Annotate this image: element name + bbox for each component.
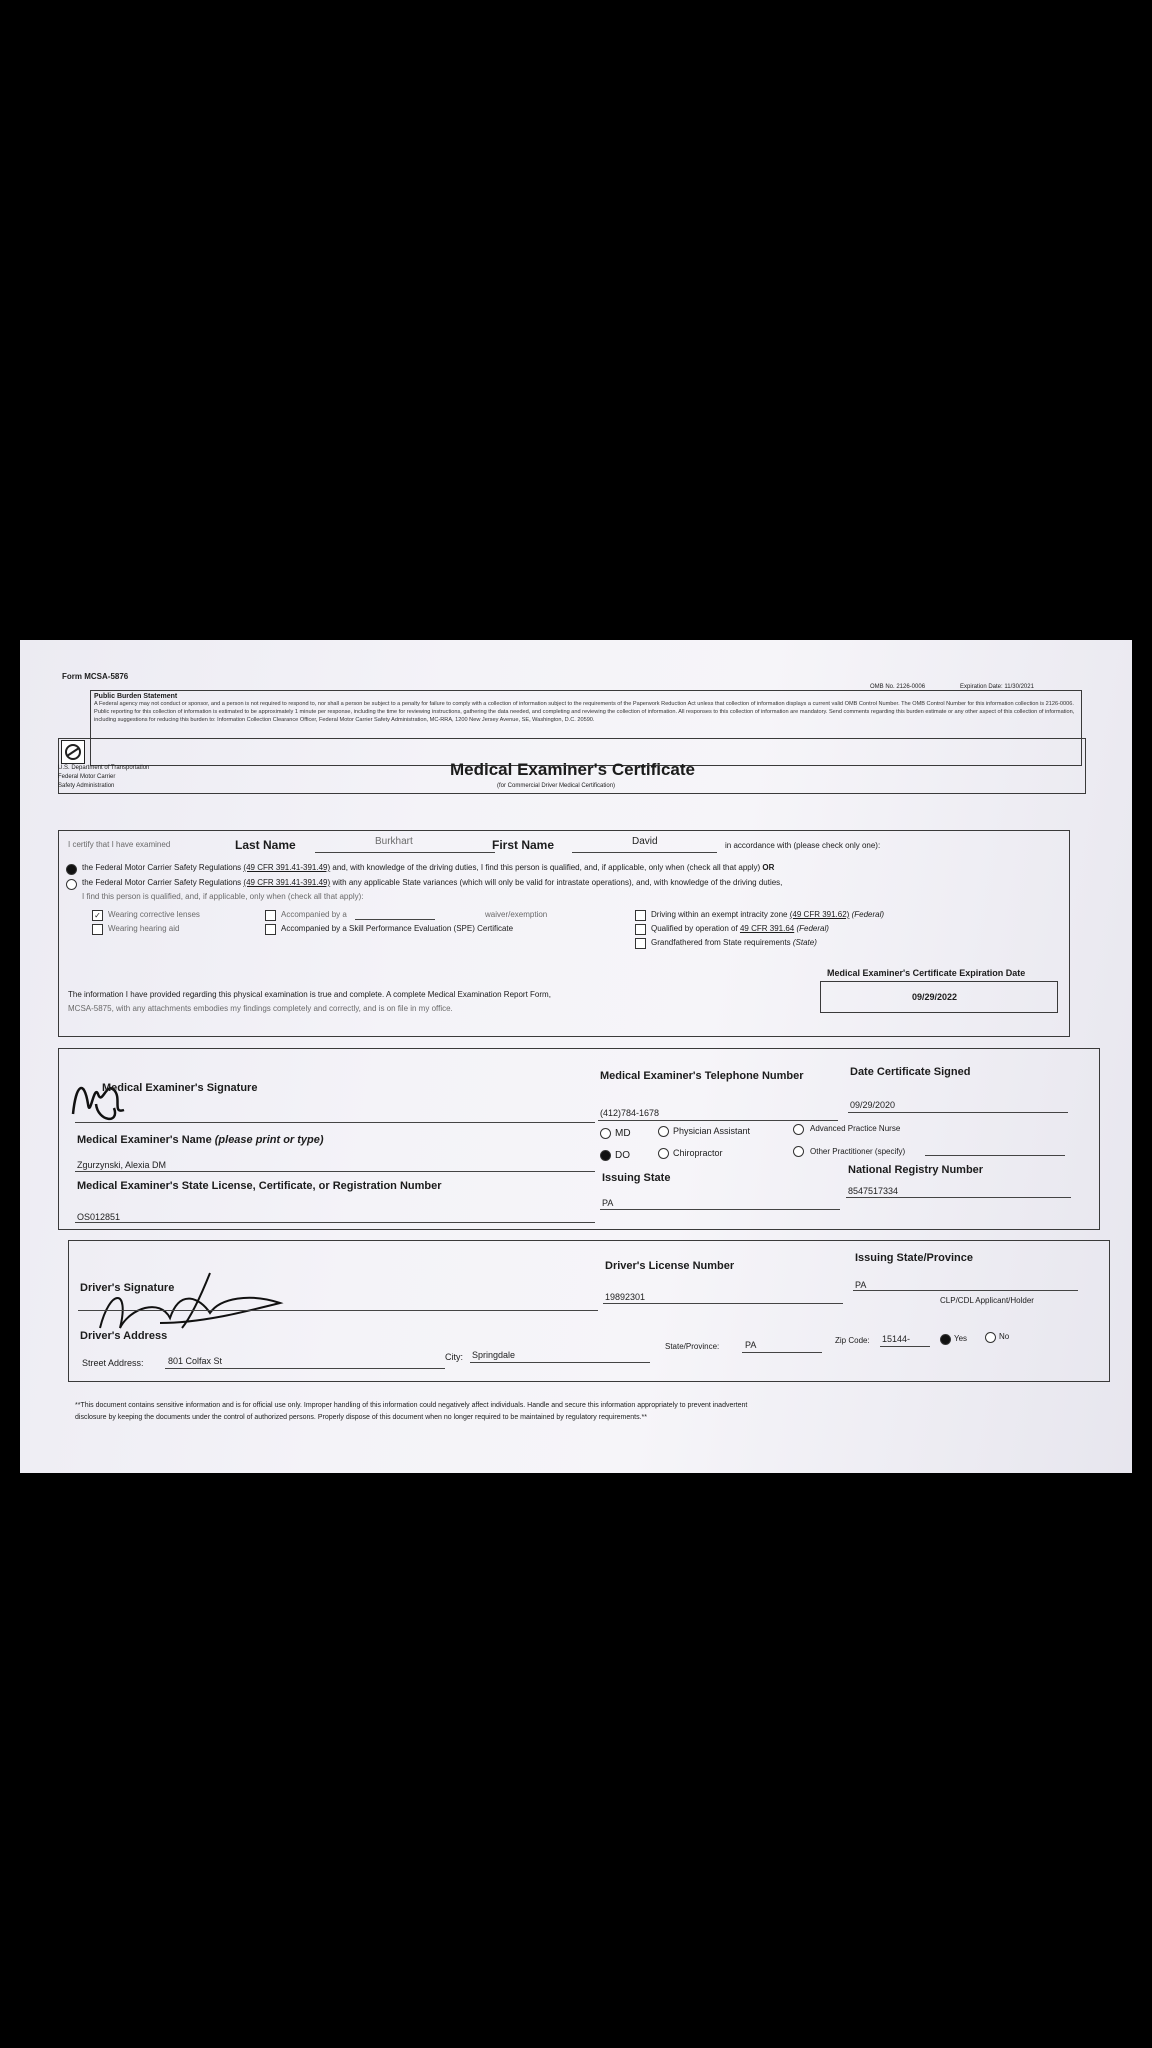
cert-intro: I certify that I have examined bbox=[68, 840, 171, 849]
zip-value: 15144- bbox=[882, 1334, 911, 1344]
waiver-label: waiver/exemption bbox=[485, 910, 548, 919]
burden-text: A Federal agency may not conduct or sponsor, and a person is not required to respond to, nor shall a person be subject to a penalty for failure to comply with a collection of information subject to the requirements of the Paperwork Reduction Act unless that collection of information displays a current valid OMB Control Number. The OMB Control Number for this information collection is 2126-0006. Public reporting for this collection of information is estimated to be approximately 1 minute per response, including the time for reviewing instructions, gathering the data needed, and completing and reviewing the collection of information. All responses to this collection of information are mandatory. Send comments regarding this burden estimate or any other aspect of this collection of information, including suggestions for reducing this burden to: Information Collection Clearance Officer, Federal Motor Carrier Safety Administration, MC-RRA, 1200 New Jersey Avenue, SE, Washington, D.C. 20590. bbox=[94, 701, 1075, 723]
waiver-line bbox=[355, 919, 435, 920]
md-label: MD bbox=[615, 1128, 631, 1139]
chiro-radio[interactable] bbox=[658, 1148, 669, 1159]
first-name-label: First Name bbox=[492, 838, 555, 852]
option-state-variance: the Federal Motor Carrier Safety Regulations (49 CFR 391.41-391.49) with any applicable State variances (which will only be valid for intrastate operations), and, with knowledge of the driving duties, bbox=[82, 878, 783, 887]
examiner-name-value: Zgurzynski, Alexia DM bbox=[77, 1160, 167, 1170]
other-line bbox=[925, 1155, 1065, 1156]
agency-name: U.S. Department of Transportation Federal Motor Carrier Safety Administration bbox=[58, 765, 150, 789]
driver-license-line bbox=[603, 1303, 843, 1304]
exempt-zone-checkbox[interactable] bbox=[635, 910, 646, 921]
do-radio[interactable] bbox=[600, 1150, 611, 1161]
registry-line bbox=[846, 1197, 1071, 1198]
license-label: Medical Examiner's State License, Certificate, or Registration Number bbox=[77, 1180, 442, 1192]
zip-label: Zip Code: bbox=[835, 1336, 870, 1345]
do-label: DO bbox=[615, 1150, 630, 1161]
pa-radio[interactable] bbox=[658, 1126, 669, 1137]
pa-label: Physician Assistant bbox=[673, 1126, 751, 1136]
statement-line2: MCSA-5875, with any attachments embodies my findings completely and correctly, and is on file in my office. bbox=[68, 1004, 453, 1013]
driver-signature-label: Driver's Signature bbox=[80, 1282, 175, 1294]
driver-license-label: Driver's License Number bbox=[605, 1260, 735, 1272]
omb-number: OMB No. 2126-0006 bbox=[870, 684, 926, 690]
phone-line bbox=[598, 1120, 838, 1121]
footer-line2: disclosure by keeping the documents under the control of authorized persons. Properly dispose of this document when no longer required to be maintained by regulatory requirements.** bbox=[75, 1414, 648, 1421]
page-subtitle: (for Commercial Driver Medical Certification) bbox=[497, 783, 616, 789]
date-signed-value: 09/29/2020 bbox=[850, 1100, 896, 1110]
city-line bbox=[470, 1362, 650, 1363]
driver-signature-line bbox=[78, 1310, 598, 1311]
license-value: OS012851 bbox=[77, 1212, 121, 1222]
issuing-state-line bbox=[600, 1209, 840, 1210]
street-label: Street Address: bbox=[82, 1358, 144, 1368]
grandfathered-label: Grandfathered from State requirements (State) bbox=[651, 938, 817, 947]
issuing-state-value: PA bbox=[602, 1198, 614, 1208]
driver-issuing-line bbox=[853, 1290, 1078, 1291]
license-line bbox=[75, 1222, 595, 1223]
dot-logo-icon bbox=[61, 740, 85, 764]
city-value: Springdale bbox=[472, 1350, 516, 1360]
date-signed-line bbox=[848, 1112, 1068, 1113]
date-signed-label: Date Certificate Signed bbox=[850, 1066, 971, 1078]
accompanied-waiver-checkbox[interactable] bbox=[265, 910, 276, 921]
exempt-zone-label: Driving within an exempt intracity zone (49 CFR 391.62) (Federal) bbox=[651, 910, 885, 919]
clp-label: CLP/CDL Applicant/Holder bbox=[940, 1296, 1034, 1305]
qualified-op-checkbox[interactable] bbox=[635, 924, 646, 935]
chiro-label: Chiropractor bbox=[673, 1148, 723, 1158]
certificate-paper bbox=[20, 640, 1132, 1473]
driver-address-label: Driver's Address bbox=[80, 1330, 168, 1342]
wearing-lenses-label: Wearing corrective lenses bbox=[108, 910, 200, 919]
option-federal: the Federal Motor Carrier Safety Regulations (49 CFR 391.41-391.49) and, with knowledge of the driving duties, I find this person is qualified, and, if applicable, only when (check all that apply) OR bbox=[82, 863, 775, 872]
qualified-op-label: Qualified by operation of 49 CFR 391.64 (Federal) bbox=[651, 924, 829, 933]
street-value: 801 Colfax St bbox=[168, 1356, 223, 1366]
city-label: City: bbox=[445, 1352, 463, 1362]
zip-line bbox=[880, 1346, 930, 1347]
statement-line1: The information I have provided regarding this physical examination is true and complete. A complete Medical Examination Report Form, bbox=[68, 990, 551, 999]
footer-line1: **This document contains sensitive information and is for official use only. Improper handling of this information could negatively affect individuals. Handle and secure this information appropriately to prevent inadvertent bbox=[75, 1402, 748, 1409]
street-line bbox=[165, 1368, 445, 1369]
exp-date-label: Medical Examiner's Certificate Expiration Date bbox=[827, 968, 1026, 978]
accompanied-label: Accompanied by a bbox=[281, 910, 347, 919]
issuing-state-label: Issuing State bbox=[602, 1172, 671, 1184]
driver-issuing-label: Issuing State/Province bbox=[855, 1252, 973, 1264]
checkbox-checked-icon[interactable]: ✓ bbox=[92, 910, 103, 921]
registry-value: 8547517334 bbox=[848, 1186, 899, 1196]
wearing-hearing-label: Wearing hearing aid bbox=[108, 924, 180, 933]
registry-label: National Registry Number bbox=[848, 1164, 984, 1176]
exp-date-value: 09/29/2022 bbox=[912, 992, 958, 1002]
radio-empty-icon[interactable] bbox=[66, 879, 77, 890]
expiration-date-header: Expiration Date: 11/30/2021 bbox=[960, 684, 1034, 690]
clp-yes-radio[interactable] bbox=[940, 1334, 951, 1345]
hearing-aid-checkbox[interactable] bbox=[92, 924, 103, 935]
last-name-line bbox=[315, 852, 495, 853]
page-title: Medical Examiner's Certificate bbox=[450, 760, 695, 779]
last-name-value: Burkhart bbox=[375, 836, 413, 847]
last-name-label: Last Name bbox=[235, 838, 296, 852]
clp-no-radio[interactable] bbox=[985, 1332, 996, 1343]
md-radio[interactable] bbox=[600, 1128, 611, 1139]
examiner-signature-line bbox=[75, 1122, 595, 1123]
form-number: Form MCSA-5876 bbox=[62, 672, 129, 681]
driver-issuing-value: PA bbox=[855, 1280, 867, 1290]
examiner-name-label: Medical Examiner's Name (please print or type) bbox=[77, 1134, 324, 1146]
apn-label: Advanced Practice Nurse bbox=[810, 1124, 901, 1133]
clp-no-label: No bbox=[999, 1332, 1010, 1341]
other-radio[interactable] bbox=[793, 1146, 804, 1157]
first-name-value: David bbox=[632, 836, 658, 847]
phone-value: (412)784-1678 bbox=[600, 1108, 660, 1118]
state-label: State/Province: bbox=[665, 1342, 720, 1351]
clp-yes-label: Yes bbox=[954, 1334, 968, 1343]
examiner-signature-label: Medical Examiner's Signature bbox=[102, 1082, 258, 1094]
first-name-line bbox=[572, 852, 717, 853]
apn-radio[interactable] bbox=[793, 1124, 804, 1135]
accompanied-spe-checkbox[interactable] bbox=[265, 924, 276, 935]
burden-title: Public Burden Statement bbox=[94, 693, 178, 700]
accordance-text: in accordance with (please check only one): bbox=[725, 841, 881, 850]
radio-filled-icon[interactable] bbox=[66, 864, 77, 875]
driver-license-value: 19892301 bbox=[605, 1292, 646, 1302]
phone-label: Medical Examiner's Telephone Number bbox=[600, 1070, 804, 1082]
examiner-name-line bbox=[75, 1171, 595, 1172]
state-value: PA bbox=[745, 1340, 757, 1350]
other-label: Other Practitioner (specify) bbox=[810, 1147, 906, 1156]
option-state-variance-cont: I find this person is qualified, and, if applicable, only when (check all that apply): bbox=[82, 892, 364, 901]
state-line bbox=[742, 1352, 822, 1353]
accompanied-spe-label: Accompanied by a Skill Performance Evaluation (SPE) Certificate bbox=[281, 924, 514, 933]
grandfathered-checkbox[interactable] bbox=[635, 938, 646, 949]
